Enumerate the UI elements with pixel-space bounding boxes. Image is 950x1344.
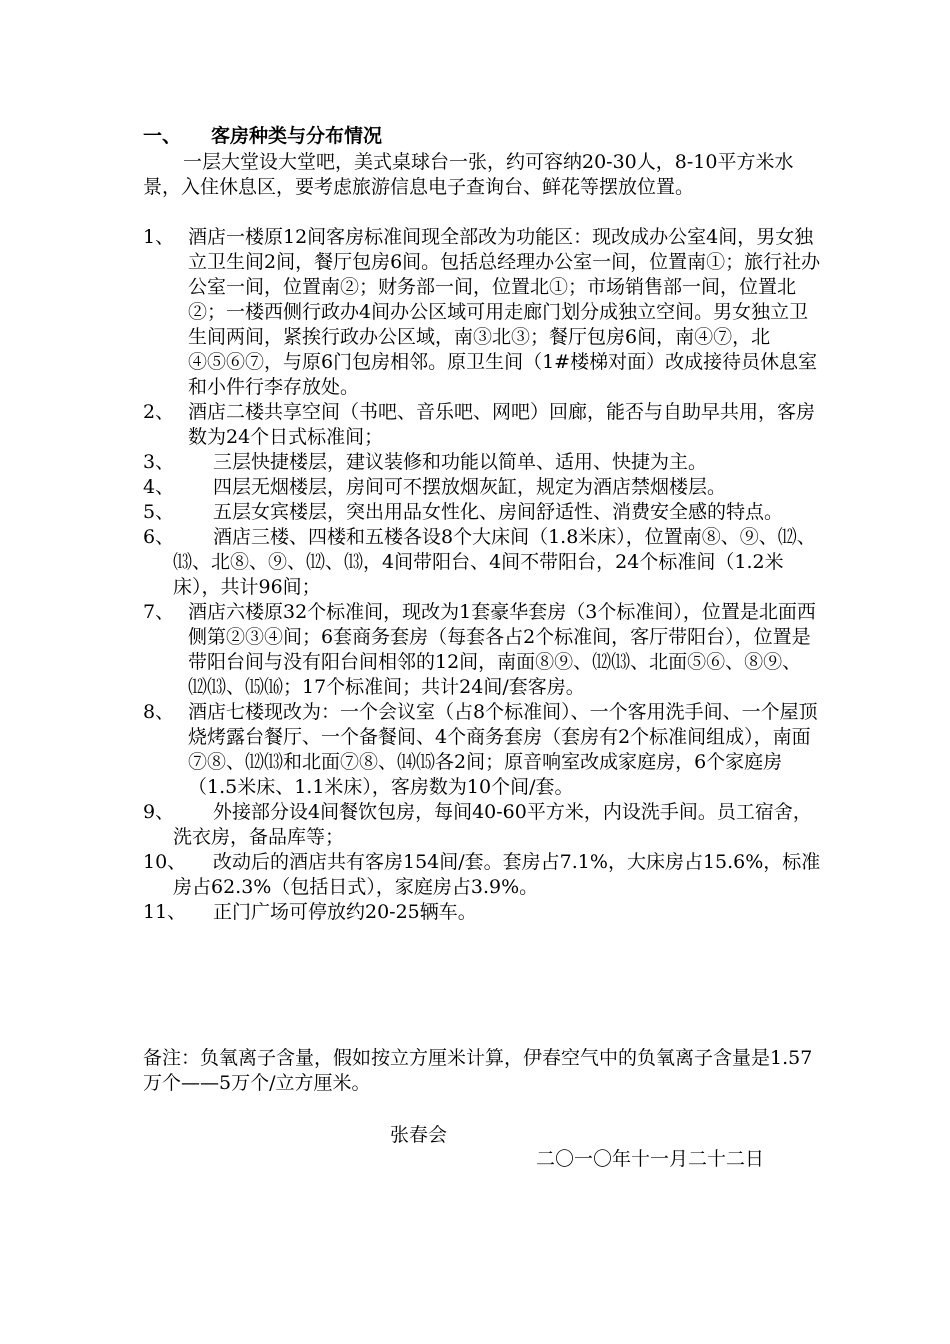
list-item-text: 外接部分设4间餐饮包房，每间40-60平方米，内设洗手间。员工宿舍，洗衣房，备品库等； bbox=[173, 801, 812, 848]
list-item-text: 酒店一楼原12间客房标准间现全部改为功能区：现改成办公室4间，男女独立卫生间2间，餐厅包房6间。包括总经理办公室一间，位置南①；旅行社办公室一间，位置南②；财务部一间，位置北①；市场销售部一间，位置北②；一楼西侧行政办4间办公区域可用走廊门划分成独立空间。男女独立卫生间两间，紧挨行政办公区域，南③北③；餐厅包房6间，南④⑦，北④⑤⑥⑦，与原6门包房相邻。原卫生间（1#楼梯对面）改成接待员休息室和小件行李存放处。 bbox=[188, 226, 821, 398]
list-item-text: 四层无烟楼层，房间可不摆放烟灰缸，规定为酒店禁烟楼层。 bbox=[213, 476, 727, 498]
list-item-number: 9、 bbox=[143, 801, 175, 823]
list-item-number: 1、 bbox=[143, 226, 175, 248]
list-item bbox=[143, 850, 823, 900]
list-item-number: 10、 bbox=[143, 851, 187, 873]
room-list bbox=[143, 225, 823, 925]
list-item-number: 2、 bbox=[143, 401, 175, 423]
section-heading bbox=[143, 124, 382, 149]
list-item bbox=[143, 225, 823, 400]
list-item bbox=[143, 500, 823, 525]
section-number: 一、 bbox=[143, 125, 182, 147]
list-item bbox=[143, 475, 823, 500]
list-item-number: 8、 bbox=[143, 701, 175, 723]
list-item-number: 5、 bbox=[143, 501, 175, 523]
list-item-number: 3、 bbox=[143, 451, 175, 473]
list-item-number: 7、 bbox=[143, 601, 175, 623]
list-item-text: 正门广场可停放约20-25辆车。 bbox=[213, 901, 477, 923]
list-item bbox=[143, 525, 823, 600]
document-date: 二〇一〇年十一月二十二日 bbox=[536, 1148, 765, 1170]
list-item bbox=[143, 600, 823, 700]
list-item-number: 6、 bbox=[143, 526, 175, 548]
list-item-text: 酒店六楼原32个标准间，现改为1套豪华套房（3个标准间），位置是北面西侧第②③④间；6套商务套房（每套各占2个标准间，客厅带阳台），位置是带阳台间与没有阳台间相邻的12间，南面⑧⑨、⑿⒀、北面⑤⑥、⑧⑨、⑿⒀、⒂⒃；17个标准间；共计24间/套客房。 bbox=[188, 601, 816, 698]
list-item-text: 酒店七楼现改为：一个会议室（占8个标准间）、一个客用洗手间、一个屋顶烧烤露台餐厅、一个备餐间、4个商务套房（套房有2个标准间组成），南面⑦⑧、⑿⒀和北面⑦⑧、⒁⒂各2间；原音响室改成家庭房，6个家庭房（1.5米床、1.1米床），客房数为10个间/套。 bbox=[188, 701, 818, 798]
list-item-text: 酒店三楼、四楼和五楼各设8个大床间（1.8米床），位置南⑧、⑨、⑿、⒀、北⑧、⑨、⑿、⒀，4间带阳台、4间不带阳台，24个标准间（1.2米床），共计96间； bbox=[173, 526, 816, 598]
intro-paragraph: 一层大堂设大堂吧，美式桌球台一张，约可容纳20-30人，8-10平方米水景，入住休息区，要考虑旅游信息电子查询台、鲜花等摆放位置。 bbox=[143, 151, 794, 198]
list-item bbox=[143, 800, 823, 850]
list-item-text: 改动后的酒店共有客房154间/套。套房占7.1%，大床房占15.6%，标准房占62.3%（包括日式），家庭房占3.9%。 bbox=[173, 851, 821, 898]
list-item-text: 三层快捷楼层，建议装修和功能以简单、适用、快捷为主。 bbox=[213, 451, 708, 473]
remark-note: 备注：负氧离子含量，假如按立方厘米计算，伊春空气中的负氧离子含量是1.57万个——5万个/立方厘米。 bbox=[143, 1047, 813, 1094]
list-item bbox=[143, 700, 823, 800]
list-item bbox=[143, 400, 823, 450]
list-item-text: 五层女宾楼层，突出用品女性化、房间舒适性、消费安全感的特点。 bbox=[213, 501, 784, 523]
section-title: 客房种类与分布情况 bbox=[211, 125, 383, 147]
list-item-number: 11、 bbox=[143, 901, 187, 923]
list-item bbox=[143, 900, 823, 925]
list-item bbox=[143, 450, 823, 475]
author-signature: 张春会 bbox=[390, 1124, 448, 1146]
list-item-number: 4、 bbox=[143, 476, 175, 498]
list-item-text: 酒店二楼共享空间（书吧、音乐吧、网吧）回廊，能否与自助早共用，客房数为24个日式标准间； bbox=[188, 401, 816, 448]
